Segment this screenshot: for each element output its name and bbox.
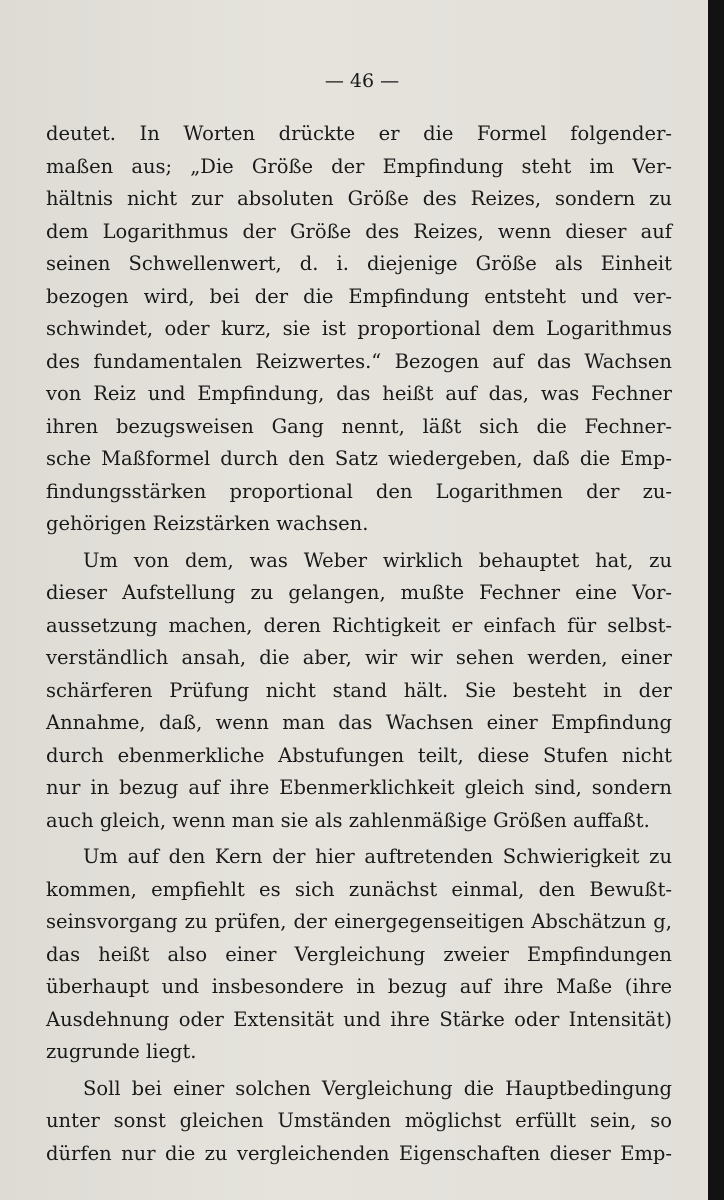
page-number: — 46 — xyxy=(324,70,400,92)
text-line: das heißt also einer Vergleichung zweier Empfindungen xyxy=(46,942,672,966)
text-line: maßen aus; „Die Größe der Empfindung steht im Ver- xyxy=(46,154,672,178)
text-line: von Reiz und Empfindung, das heißt auf das, was Fechner xyxy=(46,382,672,405)
body-text xyxy=(46,118,672,1170)
text-line: dem Logarithmus der Größe des Reizes, wenn dieser auf xyxy=(46,219,672,243)
text-line: sche Maßformel durch den Satz wiedergeben, daß die Emp- xyxy=(46,447,672,470)
text-line: dieser Aufstellung zu gelangen, mußte Fechner eine Vor- xyxy=(46,581,672,604)
text-line: nur in bezug auf ihre Ebenmerklichkeit gleich sind, sondern xyxy=(46,776,672,799)
paragraph xyxy=(46,118,672,541)
text-line: bezogen wird, bei der die Empfindung entsteht und ver- xyxy=(46,284,672,308)
text-line: auch gleich, wenn man sie als zahlenmäßige Größen auffaßt. xyxy=(46,808,650,832)
text-line: unter sonst gleichen Umständen möglichst erfüllt sein, so xyxy=(46,1109,672,1132)
text-line: aussetzung machen, deren Richtigkeit er einfach für selbst- xyxy=(46,613,672,637)
text-line: schwindet, oder kurz, sie ist proportional dem Logarithmus xyxy=(46,317,672,340)
text-line: Annahme, daß, wenn man das Wachsen einer Empfindung xyxy=(46,711,672,734)
text-line: Um auf den Kern der hier auftretenden Schwierigkeit zu xyxy=(83,845,672,868)
paragraph xyxy=(46,841,672,1069)
text-line: schärferen Prüfung nicht stand hält. Sie besteht in der xyxy=(46,678,672,702)
text-line: des fundamentalen Reizwertes.“ Bezogen auf das Wachsen xyxy=(46,349,672,373)
text-line: durch ebenmerkliche Abstufungen teilt, diese Stufen nicht xyxy=(46,743,672,767)
text-line: ihren bezugsweisen Gang nennt, läßt sich die Fechner- xyxy=(46,414,672,438)
text-line: seinsvorgang zu prüfen, der einergegenseitigen Abschätzun g, xyxy=(46,910,672,933)
text-line: hältnis nicht zur absoluten Größe des Reizes, sondern zu xyxy=(46,187,672,210)
text-line: Um von dem, was Weber wirklich behauptet hat, zu xyxy=(83,548,672,572)
text-line: Soll bei einer solchen Vergleichung die Hauptbedingung xyxy=(83,1076,672,1100)
text-line: seinen Schwellenwert, d. i. diejenige Größe als Einheit xyxy=(46,252,672,275)
paragraph xyxy=(46,545,672,838)
text-line: dürfen nur die zu vergleichenden Eigenschaften dieser Emp- xyxy=(46,1141,672,1165)
text-line: findungsstärken proportional den Logarithmen der zu- xyxy=(46,479,672,503)
paragraph xyxy=(46,1073,672,1171)
text-line: zugrunde liegt. xyxy=(46,1040,197,1063)
text-line: deutet. In Worten drückte er die Formel folgender- xyxy=(46,122,672,145)
text-line: verständlich ansah, die aber, wir wir sehen werden, einer xyxy=(46,646,672,669)
text-line: gehörigen Reizstärken wachsen. xyxy=(46,512,369,535)
text-line: kommen, empfiehlt es sich zunächst einmal, den Bewußt- xyxy=(46,877,672,901)
text-line: Ausdehnung oder Extensität und ihre Stärke oder Intensität) xyxy=(46,1007,672,1031)
text-line: überhaupt und insbesondere in bezug auf ihre Maße (ihre xyxy=(46,975,672,998)
